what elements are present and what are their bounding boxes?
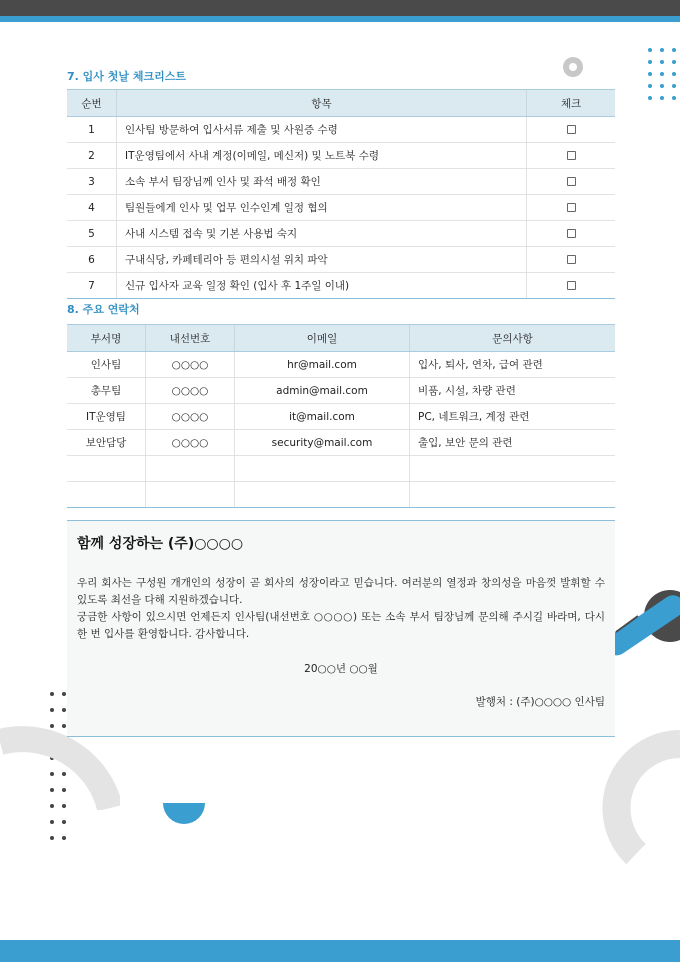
table-row <box>67 456 615 482</box>
top-bar-dark <box>0 0 680 16</box>
row-number: 3 <box>67 169 117 195</box>
header-no: 순번 <box>67 90 117 117</box>
ext-cell: ○○○○ <box>146 352 235 378</box>
dept-cell <box>67 482 146 508</box>
table-row <box>67 117 615 143</box>
table-row <box>67 195 615 221</box>
row-item: 팀원들에게 인사 및 업무 인수인계 일정 협의 <box>117 195 527 221</box>
contacts-header-row <box>67 325 615 352</box>
closing-heading: 함께 성장하는 (주)○○○○ <box>77 536 244 552</box>
issuer: 발행처 : (주)○○○○ 인사팀 <box>475 696 605 708</box>
checklist-header-row <box>67 90 615 117</box>
checkbox[interactable] <box>567 125 576 134</box>
dot-grid-top-right <box>648 48 680 100</box>
row-number: 1 <box>67 117 117 143</box>
row-item: IT운영팀에서 사내 계정(이메일, 메신저) 및 노트북 수령 <box>117 143 527 169</box>
email-cell: admin@mail.com <box>235 378 410 404</box>
table-row <box>67 352 615 378</box>
email-cell <box>235 482 410 508</box>
table-row <box>67 482 615 508</box>
ext-cell: ○○○○ <box>146 430 235 456</box>
dept-cell: 총무팀 <box>67 378 146 404</box>
email-cell: security@mail.com <box>235 430 410 456</box>
row-number: 6 <box>67 247 117 273</box>
dept-cell: IT운영팀 <box>67 404 146 430</box>
arc-decoration-right <box>596 726 680 866</box>
table-row <box>67 169 615 195</box>
row-number: 7 <box>67 273 117 299</box>
row-number: 4 <box>67 195 117 221</box>
ext-cell: ○○○○ <box>146 378 235 404</box>
ring-decoration-small <box>563 57 583 77</box>
checkbox[interactable] <box>567 281 576 290</box>
contacts-table <box>67 324 615 508</box>
table-row <box>67 378 615 404</box>
row-number: 5 <box>67 221 117 247</box>
contacts-title: 8. 주요 연락처 <box>67 303 140 316</box>
checkbox[interactable] <box>567 177 576 186</box>
table-row <box>67 247 615 273</box>
dept-cell: 인사팀 <box>67 352 146 378</box>
email-cell: hr@mail.com <box>235 352 410 378</box>
closing-paragraph-1: 우리 회사는 구성원 개개인의 성장이 곧 회사의 성장이라고 믿습니다. 여러분의 열정과 창의성을 마음껏 발휘할 수 있도록 최선을 다해 지원하겠습니다. <box>77 577 605 606</box>
email-cell: it@mail.com <box>235 404 410 430</box>
inquiry-cell: PC, 네트워크, 계정 관련 <box>410 404 616 430</box>
pill-decoration-right <box>612 588 680 670</box>
table-row <box>67 143 615 169</box>
ext-cell <box>146 456 235 482</box>
header-check: 체크 <box>527 90 616 117</box>
checkbox[interactable] <box>567 255 576 264</box>
row-item: 소속 부서 팀장님께 인사 및 좌석 배정 확인 <box>117 169 527 195</box>
table-row <box>67 221 615 247</box>
closing-message-box <box>67 520 615 737</box>
row-item: 인사팀 방문하여 입사서류 제출 및 사원증 수령 <box>117 117 527 143</box>
checkbox[interactable] <box>567 203 576 212</box>
header-email: 이메일 <box>235 325 410 352</box>
bottom-bar-accent <box>0 940 680 962</box>
header-inquiry: 문의사항 <box>410 325 616 352</box>
top-bar-accent <box>0 16 680 22</box>
checkbox[interactable] <box>567 151 576 160</box>
dept-cell: 보안담당 <box>67 430 146 456</box>
ext-cell: ○○○○ <box>146 404 235 430</box>
row-item: 사내 시스템 접속 및 기본 사용법 숙지 <box>117 221 527 247</box>
inquiry-cell: 입사, 퇴사, 연차, 급여 관련 <box>410 352 616 378</box>
dept-cell <box>67 456 146 482</box>
half-circle-decoration <box>163 803 205 824</box>
header-dept: 부서명 <box>67 325 146 352</box>
header-item: 항목 <box>117 90 527 117</box>
closing-paragraph-2: 궁금한 사항이 있으시면 언제든지 인사팀(내선번호 ○○○○) 또는 소속 부서 팀장님께 문의해 주시길 바라며, 다시 한 번 입사를 환영합니다. 감사합니다. <box>77 611 605 640</box>
table-row <box>67 404 615 430</box>
ext-cell <box>146 482 235 508</box>
inquiry-cell <box>410 456 616 482</box>
row-number: 2 <box>67 143 117 169</box>
inquiry-cell: 비품, 시설, 차량 관련 <box>410 378 616 404</box>
header-ext: 내선번호 <box>146 325 235 352</box>
checklist-title: 7. 입사 첫날 체크리스트 <box>67 70 186 83</box>
checklist-table <box>67 89 615 299</box>
row-item: 신규 입사자 교육 일정 확인 (입사 후 1주일 이내) <box>117 273 527 299</box>
table-row <box>67 273 615 299</box>
inquiry-cell <box>410 482 616 508</box>
table-row <box>67 430 615 456</box>
checkbox[interactable] <box>567 229 576 238</box>
email-cell <box>235 456 410 482</box>
inquiry-cell: 출입, 보안 문의 관련 <box>410 430 616 456</box>
row-item: 구내식당, 카페테리아 등 편의시설 위치 파악 <box>117 247 527 273</box>
issue-date: 20○○년 ○○월 <box>304 663 378 675</box>
